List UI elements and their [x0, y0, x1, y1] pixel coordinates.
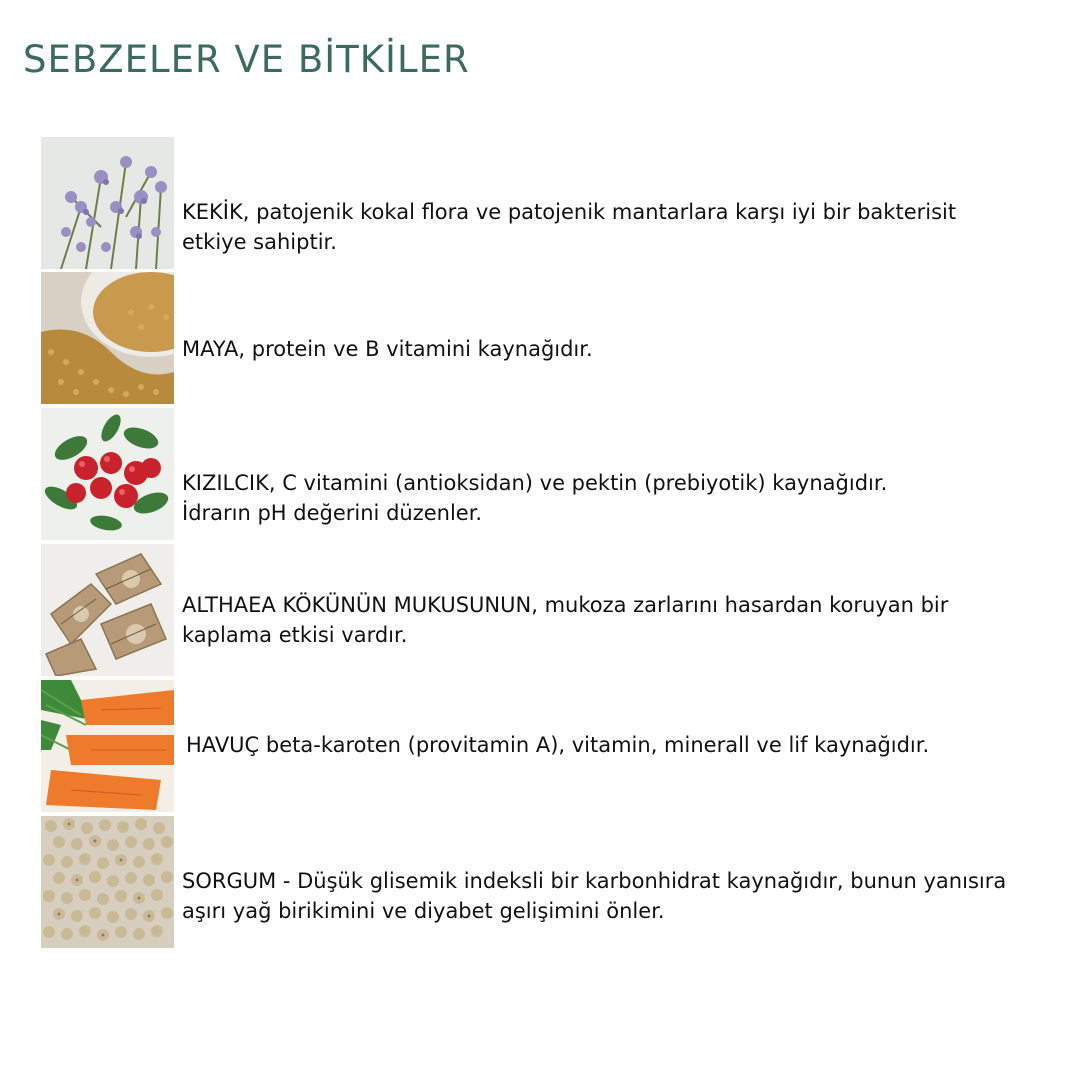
description-line-1: ALTHAEA KÖKÜNÜN MUKUSUNUN, mukoza zarlarını hasardan koruyan bir	[182, 593, 949, 617]
yeast-image	[41, 272, 174, 404]
carrots-illustration	[41, 680, 174, 812]
description-line-2: etkiye sahiptir.	[182, 230, 337, 254]
cranberry-image	[41, 408, 174, 540]
thyme-image	[41, 137, 174, 269]
althaea-description	[182, 590, 1067, 650]
sorghum-image	[41, 816, 174, 948]
yeast-granules-illustration	[41, 272, 174, 404]
description-line-2: İdrarın pH değerini düzenler.	[182, 501, 483, 525]
cranberries-illustration	[41, 408, 174, 540]
yeast-description	[182, 334, 1067, 364]
dried-root-illustration	[41, 544, 174, 676]
list-item-althaea	[41, 544, 1071, 676]
description-line-1: SORGUM - Düşük glisemik indeksli bir karbonhidrat kaynağıdır, bunun yanısıra	[182, 869, 1007, 893]
description-line-2: aşırı yağ birikimini ve diyabet gelişimini önler.	[182, 899, 665, 923]
sorghum-grains-illustration	[41, 816, 174, 948]
thyme-flowers-illustration	[41, 137, 174, 269]
description-line-1: KIZILCIK, C vitamini (antioksidan) ve pektin (prebiyotik) kaynağıdır.	[182, 471, 888, 495]
list-item-cranberry	[41, 408, 1071, 540]
list-item-yeast	[41, 272, 1071, 404]
althaea-root-image	[41, 544, 174, 676]
description-line-1: HAVUÇ beta-karoten (provitamin A), vitamin, minerall ve lif kaynağıdır.	[186, 733, 930, 757]
carrot-image	[41, 680, 174, 812]
description-line-2: kaplama etkisi vardır.	[182, 623, 408, 647]
page-title: SEBZELER VE BİTKİLER	[23, 38, 470, 81]
description-line-1: KEKİK, patojenik kokal flora ve patojenik mantarlara karşı iyi bir bakterisit	[182, 200, 957, 224]
sorghum-description	[182, 866, 1067, 926]
list-item-sorghum	[41, 816, 1071, 948]
carrot-description	[186, 730, 1071, 760]
cranberry-description	[182, 468, 1067, 528]
list-item-thyme	[41, 137, 1071, 269]
description-line-1: MAYA, protein ve B vitamini kaynağıdır.	[182, 337, 593, 361]
thyme-description	[182, 197, 1067, 257]
list-item-carrot	[41, 680, 1071, 812]
